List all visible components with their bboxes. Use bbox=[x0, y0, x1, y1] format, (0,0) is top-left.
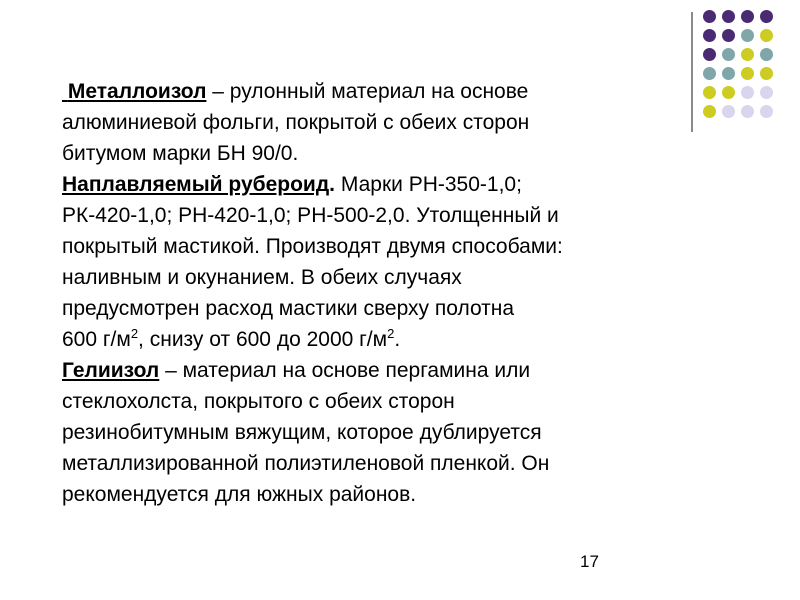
slide-page-number: 17 bbox=[580, 552, 599, 571]
paragraph-ruberoid-line-6 bbox=[62, 324, 712, 355]
decorative-dot bbox=[722, 67, 735, 80]
paragraph-gelioizol-line-1 bbox=[62, 355, 712, 386]
slide-body-text bbox=[62, 76, 712, 510]
decorative-dot bbox=[722, 86, 735, 99]
decorative-dot bbox=[722, 29, 735, 42]
paragraph-metalloizol-line-3: битумом марки БН 90/0. bbox=[62, 142, 299, 165]
mastic-bottom-rate: , снизу от 600 до 2000 г/м bbox=[138, 328, 388, 351]
decorative-dot bbox=[741, 86, 754, 99]
paragraph-ruberoid-line-2: РК-420-1,0; РН-420-1,0; РН-500-2,0. Утолщенный и bbox=[62, 204, 559, 227]
paragraph-gelioizol-line-2: стеклохолста, покрытого с обеих сторон bbox=[62, 390, 455, 413]
mastic-top-rate: 600 г/м bbox=[62, 328, 131, 351]
decorative-dot bbox=[760, 105, 773, 118]
decorative-dot bbox=[722, 10, 735, 23]
paragraph-ruberoid-line-3: покрытый мастикой. Производят двумя способами: bbox=[62, 235, 563, 258]
decorative-dot bbox=[741, 48, 754, 61]
decorative-dot bbox=[760, 48, 773, 61]
decorative-dot bbox=[741, 67, 754, 80]
decorative-dot bbox=[760, 86, 773, 99]
paragraph-gelioizol-line-4: металлизированной полиэтиленовой пленкой. Он bbox=[62, 452, 550, 475]
ruberoid-grades-start: Марки РН-350-1,0; bbox=[335, 173, 522, 196]
paragraph-gelioizol-line-5: рекомендуется для южных районов. bbox=[62, 483, 417, 506]
superscript-2-b: 2 bbox=[387, 326, 395, 341]
decorative-dot bbox=[722, 105, 735, 118]
decorative-dot bbox=[760, 10, 773, 23]
decorative-dot bbox=[760, 29, 773, 42]
term-metalloizol-text: Металлоизол bbox=[67, 80, 207, 103]
term-ruberoid: Наплавляемый рубероид bbox=[62, 173, 330, 196]
decorative-dot bbox=[760, 67, 773, 80]
paragraph-metalloizol-line-2: алюминиевой фольги, покрытой с обеих сторон bbox=[62, 111, 530, 134]
metalloizol-definition-start: – рулонный материал на основе bbox=[206, 80, 529, 103]
paragraph-metalloizol-line-1 bbox=[62, 76, 712, 107]
decorative-dot bbox=[722, 48, 735, 61]
paragraph-ruberoid-line-4: наливным и окунанием. В обеих случаях bbox=[62, 266, 462, 289]
term-gelioizol: Гелиизол bbox=[62, 359, 160, 382]
decorative-dot bbox=[741, 29, 754, 42]
paragraph-gelioizol-line-3: резинобитумным вяжущим, которое дублируется bbox=[62, 421, 542, 444]
paragraph-ruberoid-line-1 bbox=[62, 169, 712, 200]
paragraph-ruberoid-line-5: предусмотрен расход мастики сверху полотна bbox=[62, 297, 515, 320]
superscript-2-a: 2 bbox=[130, 326, 139, 341]
decorative-dot bbox=[703, 10, 716, 23]
decorative-dot bbox=[703, 29, 716, 42]
sentence-end-period: . bbox=[394, 328, 401, 351]
decorative-dot bbox=[703, 48, 716, 61]
ruberoid-term-dot: . bbox=[329, 173, 336, 196]
decorative-dot bbox=[741, 105, 754, 118]
decorative-dot bbox=[741, 10, 754, 23]
gelioizol-definition-start: – материал на основе пергамина или bbox=[159, 359, 531, 382]
term-metalloizol bbox=[62, 80, 206, 103]
decorative-dot-grid bbox=[703, 10, 773, 124]
